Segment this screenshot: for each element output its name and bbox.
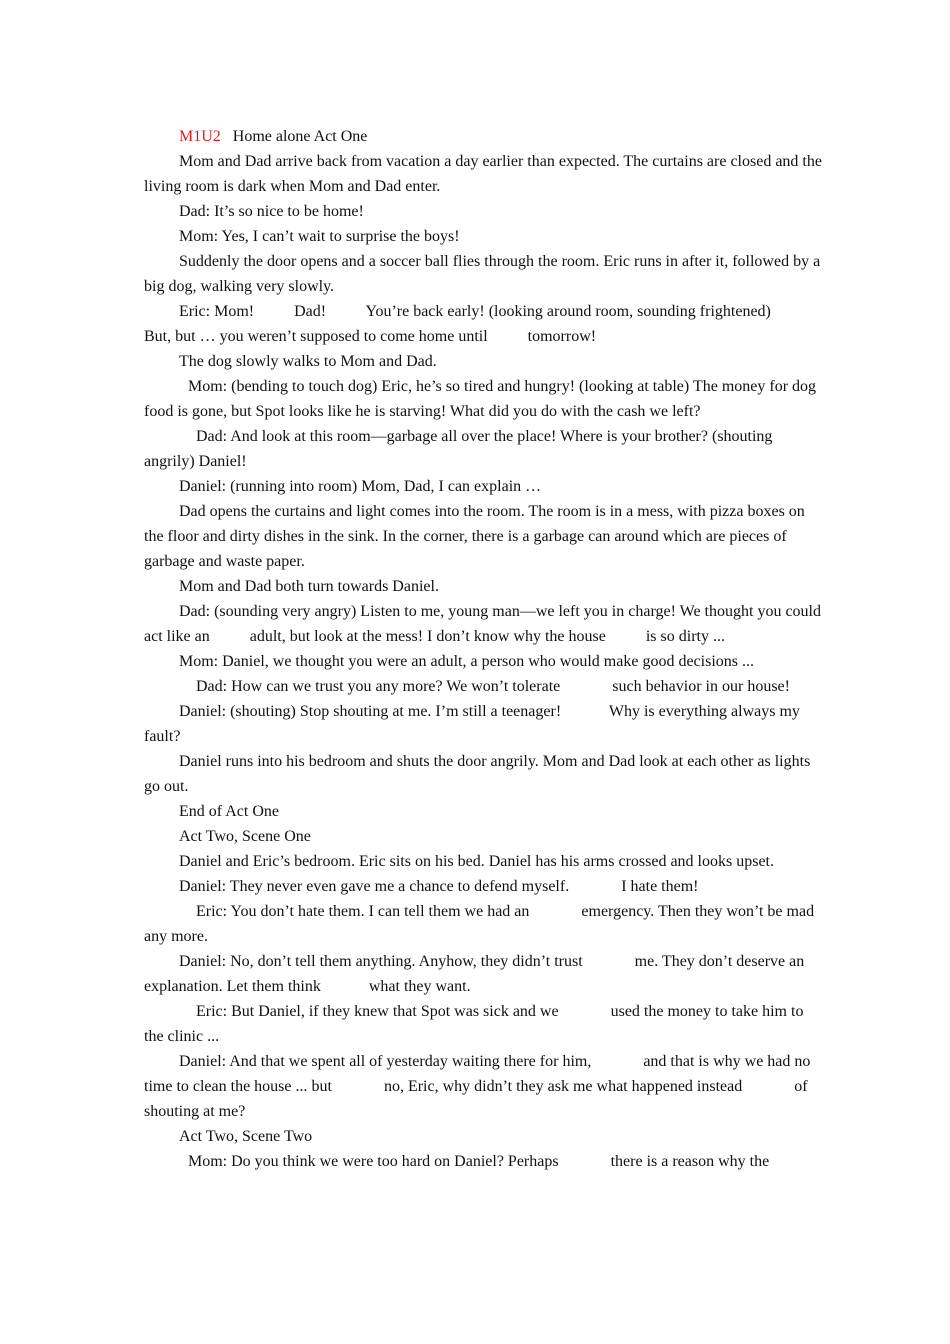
dialogue-line: Dad: And look at this room—garbage all over the place! Where is your brother? (shouting angrily) Daniel! xyxy=(144,428,777,470)
dialogue-line: Mom: (bending to touch dog) Eric, he’s so tired and hungry! (looking at table) The money for dog food is gone, but Spot looks like he is starving! What did you do with the cash we left? xyxy=(144,378,821,420)
dialogue-line: Daniel: No, don’t tell them anything. Anyhow, they didn’t trust me. They don’t deserve an explanation. Let them think what they want. xyxy=(144,953,809,995)
dialogue-line: Mom: Daniel, we thought you were an adult, a person who would make good decisions ... xyxy=(179,653,754,670)
document-title xyxy=(144,124,824,149)
stage-direction: Mom and Dad both turn towards Daniel. xyxy=(179,578,439,595)
document-page xyxy=(144,124,824,1174)
stage-direction: Daniel runs into his bedroom and shuts the door angrily. Mom and Dad look at each other as lights go out. xyxy=(144,753,815,795)
act-heading: End of Act One xyxy=(179,803,279,820)
dialogue-line: Daniel: (running into room) Mom, Dad, I can explain … xyxy=(179,478,542,495)
dialogue-line: Eric: Mom! Dad! You’re back early! (looking around room, sounding frightened) But, but … you weren’t supposed to come home until tomorrow! xyxy=(144,303,811,345)
dialogue-line: Dad: It’s so nice to be home! xyxy=(179,203,364,220)
dialogue-line: Mom: Yes, I can’t wait to surprise the boys! xyxy=(179,228,460,245)
dialogue-line: Daniel: And that we spent all of yesterday waiting there for him, and that is why we had no time to clean the house ... but no, Eric, why didn’t they ask me what happened instead of shouting at me? xyxy=(144,1053,815,1120)
dialogue-line: Mom: Do you think we were too hard on Daniel? Perhaps there is a reason why the xyxy=(188,1153,770,1170)
unit-code: M1U2 xyxy=(179,128,221,145)
stage-direction: Dad opens the curtains and light comes into the room. The room is in a mess, with pizza boxes on the floor and dirty dishes in the sink. In the corner, there is a garbage can around which are pieces of garbage and waste paper. xyxy=(144,503,809,570)
title-text: Home alone Act One xyxy=(232,128,368,145)
act-heading: Act Two, Scene One xyxy=(179,828,311,845)
dialogue-line: Daniel: They never even gave me a chance to defend myself. I hate them! xyxy=(179,878,699,895)
dialogue-line: Daniel: (shouting) Stop shouting at me. I’m still a teenager! Why is everything always my fault? xyxy=(144,703,804,745)
dialogue-line: Dad: (sounding very angry) Listen to me, young man—we left you in charge! We thought you could act like an adult, but look at the mess! I don’t know why the house is so dirty ... xyxy=(144,603,825,645)
stage-direction: Daniel and Eric’s bedroom. Eric sits on his bed. Daniel has his arms crossed and looks upset. xyxy=(179,853,774,870)
dialogue-line: Dad: How can we trust you any more? We won’t tolerate such behavior in our house! xyxy=(196,678,790,695)
act-heading: Act Two, Scene Two xyxy=(179,1128,313,1145)
dialogue-line: Eric: You don’t hate them. I can tell them we had an emergency. Then they won’t be mad any more. xyxy=(144,903,819,945)
stage-direction: Suddenly the door opens and a soccer ball flies through the room. Eric runs in after it, followed by a big dog, walking very slowly. xyxy=(144,253,825,295)
stage-direction: The dog slowly walks to Mom and Dad. xyxy=(179,353,437,370)
stage-direction: Mom and Dad arrive back from vacation a day earlier than expected. The curtains are closed and the living room is dark when Mom and Dad enter. xyxy=(144,153,826,195)
dialogue-line: Eric: But Daniel, if they knew that Spot was sick and we used the money to take him to the clinic ... xyxy=(144,1003,808,1045)
